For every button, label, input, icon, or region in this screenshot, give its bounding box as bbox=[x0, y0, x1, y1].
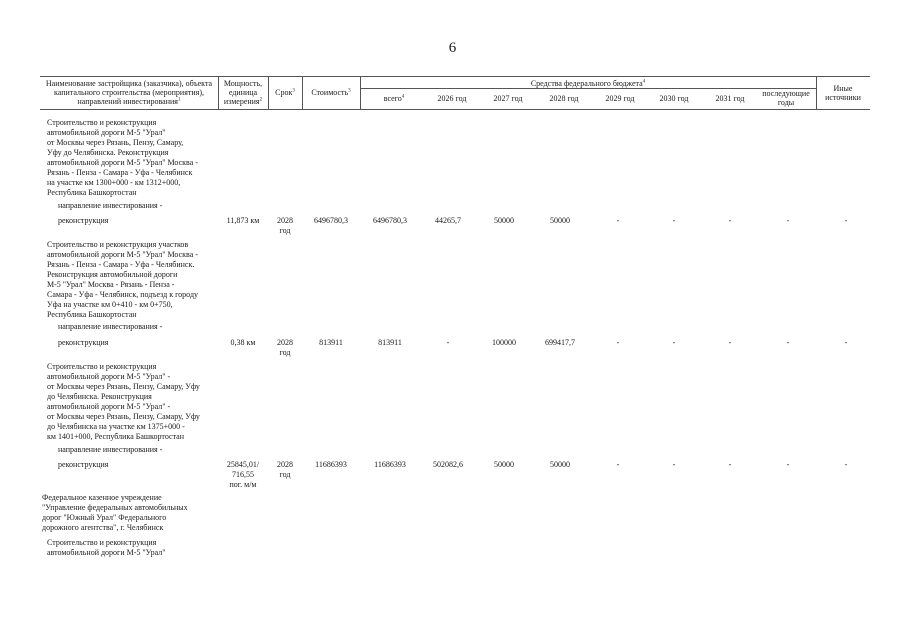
year-value: - bbox=[728, 460, 732, 469]
direction-value: реконструкция bbox=[58, 460, 109, 469]
year-value: - bbox=[446, 338, 450, 347]
term-value: 2028 год bbox=[277, 460, 293, 479]
header-cost: Стоимость$^3$ bbox=[311, 88, 351, 97]
object-name: Строительство и реконструкция участков автомобильной дороги М-5 "Урал" Москва - Рязань - Пенза - Самара - Уфа - Челябинск. Реконструкция автомобильной дороги М-5 "Урал" Москва - Рязань - Пенза - Самара - Уфа - Челябинск, подъезд к городу Уфа на участке км 0+410 - км 0+750, Республика Башкортостан bbox=[47, 240, 199, 319]
table-header bbox=[40, 76, 870, 110]
cost-value: 11686393 bbox=[315, 460, 347, 469]
header-year: 2029 год bbox=[605, 94, 635, 103]
total-value: 6496780,3 bbox=[373, 216, 407, 225]
header-subdivider bbox=[360, 88, 816, 89]
header-total: всего$^4$ bbox=[383, 94, 405, 103]
total-value: 11686393 bbox=[374, 460, 406, 469]
other-sources-value: - bbox=[844, 216, 848, 225]
year-value: - bbox=[786, 216, 790, 225]
year-value: - bbox=[786, 338, 790, 347]
year-value: 100000 bbox=[492, 338, 516, 347]
header-year: 2027 год bbox=[493, 94, 523, 103]
year-value: 44265,7 bbox=[435, 216, 461, 225]
developer-name: Федеральное казенное учреждение "Управление федеральных автомобильных дорог "Южный Урал" Федерального дорожного агентства", г. Челябинск bbox=[42, 493, 188, 532]
direction-label: направление инвестирования - bbox=[58, 445, 163, 454]
header-year: 2028 год bbox=[549, 94, 579, 103]
other-sources-value: - bbox=[844, 338, 848, 347]
capacity-value: 0,38 км bbox=[230, 338, 256, 347]
object-name: Строительство и реконструкция автомобильной дороги М-5 "Урал" - от Москвы через Рязань, Пензу, Самару, Уфу до Челябинска. Реконструкция автомобильной дороги М-5 "Урал" - от Москвы через Рязань, Пензу, Самару, Уфу до Челябинска на участке км 1375+000 - км 1401+000, Республика Башкортостан bbox=[47, 362, 200, 441]
year-value: - bbox=[672, 460, 676, 469]
header-name: Наименование застройщика (заказчика), объекта капитального строительства (мероприятия), направлений инвестирования$^1$ bbox=[45, 79, 213, 106]
header-federal-budget: Средства федерального бюджета$^4$ bbox=[530, 79, 646, 88]
year-value: 502082,6 bbox=[433, 460, 463, 469]
year-value: 699417,7 bbox=[545, 338, 575, 347]
page-number: 6 bbox=[448, 40, 457, 56]
header-year: 2030 год bbox=[659, 94, 689, 103]
total-value: 813911 bbox=[378, 338, 402, 347]
object-name: Строительство и реконструкция автомобильной дороги М-5 "Урал" bbox=[47, 538, 166, 557]
header-year: последующие годы bbox=[762, 89, 810, 107]
cost-value: 813911 bbox=[319, 338, 343, 347]
header-year: 2026 год bbox=[437, 94, 467, 103]
term-value: 2028 год bbox=[277, 216, 293, 235]
year-value: - bbox=[728, 338, 732, 347]
direction-value: реконструкция bbox=[58, 216, 109, 225]
year-value: - bbox=[616, 338, 620, 347]
capacity-value: 25845,01/ 716,55 пог. м/м bbox=[226, 460, 260, 489]
other-sources-value: - bbox=[844, 460, 848, 469]
year-value: 50000 bbox=[550, 216, 570, 225]
year-value: - bbox=[786, 460, 790, 469]
year-value: - bbox=[672, 216, 676, 225]
year-value: - bbox=[616, 460, 620, 469]
header-year: 2031 год bbox=[715, 94, 745, 103]
year-value: - bbox=[672, 338, 676, 347]
year-value: 50000 bbox=[494, 216, 514, 225]
direction-label: направление инвестирования - bbox=[58, 201, 163, 210]
term-value: 2028 год bbox=[277, 338, 293, 357]
capacity-value: 11,873 км bbox=[226, 216, 260, 225]
year-value: - bbox=[728, 216, 732, 225]
year-value: 50000 bbox=[550, 460, 570, 469]
direction-value: реконструкция bbox=[58, 338, 109, 347]
header-capacity: Мощность, единица измерения$^2$ bbox=[223, 79, 263, 106]
header-term: Срок$^3$ bbox=[275, 88, 295, 97]
cost-value: 6496780,3 bbox=[314, 216, 348, 225]
header-other-sources: Иные источники bbox=[825, 84, 861, 102]
object-name: Строительство и реконструкция автомобильной дороги М-5 "Урал" от Москвы через Рязань, Пензу, Самару, Уфу до Челябинска. Реконструкция автомобильной дороги М-5 "Урал" Москва - Рязань - Пенза - Самара - Уфа - Челябинск на участке км 1300+000 - км 1312+000, Республика Башкортостан bbox=[47, 118, 198, 197]
direction-label: направление инвестирования - bbox=[58, 322, 163, 331]
year-value: 50000 bbox=[494, 460, 514, 469]
year-value: - bbox=[616, 216, 620, 225]
